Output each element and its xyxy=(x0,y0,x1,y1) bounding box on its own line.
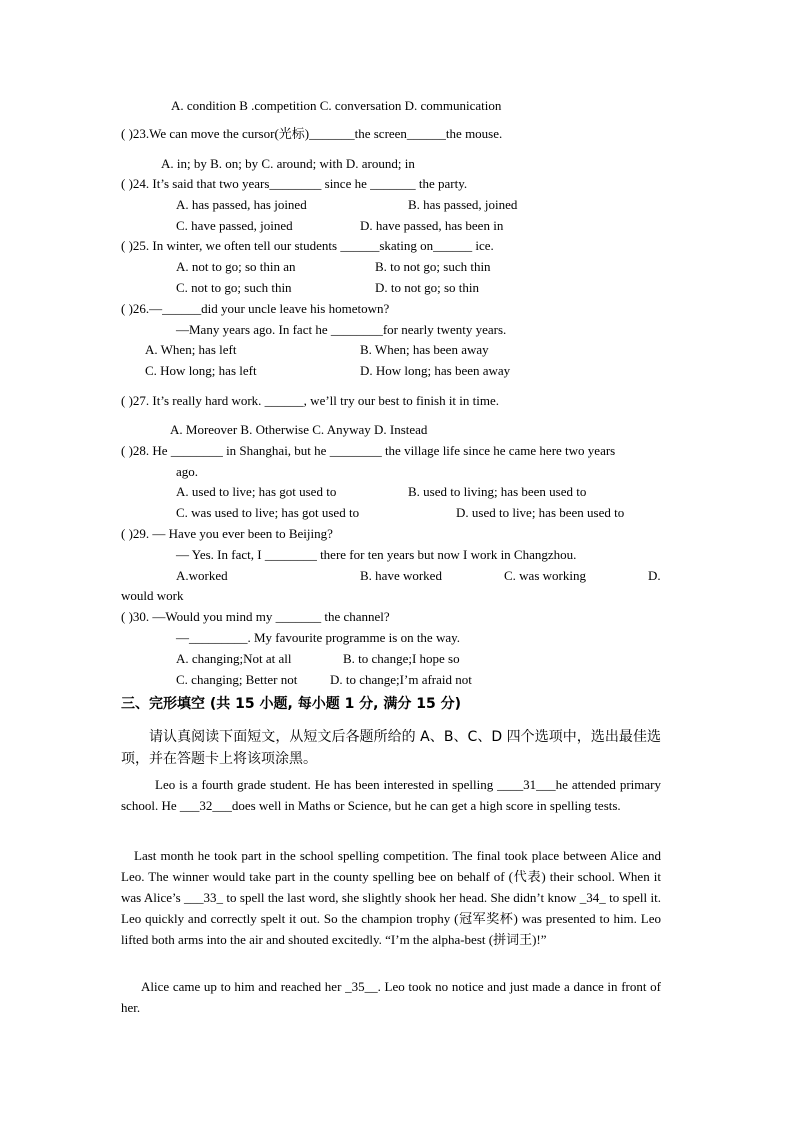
question-27-options: A. Moreover B. Otherwise C. Anyway D. Instead xyxy=(170,422,428,437)
question-24-option-d: D. have passed, has been in xyxy=(360,218,504,233)
question-26-reply: —Many years ago. In fact he ________for nearly twenty years. xyxy=(176,322,507,337)
cloze-paragraph-3: Alice came up to him and reached her _35__. Leo took no notice and just made a dance in front of her. xyxy=(121,979,661,1015)
question-28-option-b: B. used to living; has been used to xyxy=(408,484,587,499)
question-25-stem: ( )25. In winter, we often tell our students ______skating on______ ice. xyxy=(121,238,494,253)
question-30-stem: ( )30. —Would you mind my _______ the channel? xyxy=(121,609,390,624)
question-25-option-a: A. not to go; so thin an xyxy=(176,259,296,274)
section-3-instruction: 请认真阅读下面短文，从短文后各题所给的 A、B、C、D 四个选项中，选出最佳选项，并在答题卡上将该项涂黑。 xyxy=(121,729,661,767)
question-28-stem-cont: ago. xyxy=(176,464,199,479)
question-25-option-b: B. to not go; such thin xyxy=(375,259,491,274)
question-25-option-c: C. not to go; such thin xyxy=(176,280,292,295)
question-24-option-c: C. have passed, joined xyxy=(176,218,293,233)
question-24-option-a: A. has passed, has joined xyxy=(176,197,307,212)
question-29-option-d-prefix: D. xyxy=(648,568,661,583)
question-26-stem: ( )26.—______did your uncle leave his hometown? xyxy=(121,301,390,316)
question-28-option-c: C. was used to live; has got used to xyxy=(176,505,360,520)
cloze-paragraph-2: Last month he took part in the school spelling competition. The final took place between Alice and Leo. The winner would take part in the county spelling bee on behalf of (代表) their school. When it was Alice’s ___33_ to spell the last word, she slightly shook her head. She didn’t know _34_ to spell it. Leo quickly and correctly spelt it out. So the champion trophy (冠军奖杯) was presented to him. Leo lifted both arms into the air and shouted excitedly. “I’m the alpha-best (拼词王)!” xyxy=(121,848,661,947)
question-29-stem: ( )29. — Have you ever been to Beijing? xyxy=(121,526,333,541)
question-29-option-d-cont: would work xyxy=(121,588,184,603)
question-24-stem: ( )24. It’s said that two years________ since he _______ the party. xyxy=(121,176,468,191)
question-26-option-b: B. When; has been away xyxy=(360,342,489,357)
question-23-stem: ( )23.We can move the cursor(光标)_______the screen______the mouse. xyxy=(121,126,503,141)
question-29-reply: — Yes. In fact, I ________ there for ten years but now I work in Changzhou. xyxy=(176,547,577,562)
section-3-heading: 三、完形填空 (共 15 小题, 每小题 1 分, 满分 15 分) xyxy=(121,696,462,712)
question-28-stem: ( )28. He ________ in Shanghai, but he ________ the village life since he came here two years xyxy=(121,443,616,458)
question-28-option-a: A. used to live; has got used to xyxy=(176,484,337,499)
question-24-option-b: B. has passed, joined xyxy=(408,197,518,212)
question-30-reply: —_________. My favourite programme is on the way. xyxy=(176,630,461,645)
question-29-option-b: B. have worked xyxy=(360,568,442,583)
question-30-option-a: A. changing;Not at all xyxy=(176,651,292,666)
question-29-option-c: C. was working xyxy=(504,568,586,583)
question-26-option-d: D. How long; has been away xyxy=(360,363,511,378)
question-28-option-d: D. used to live; has been used to xyxy=(456,505,625,520)
question-30-option-d: D. to change;I’m afraid not xyxy=(330,672,472,687)
question-29-option-a: A.worked xyxy=(176,568,228,583)
question-26-option-c: C. How long; has left xyxy=(145,363,257,378)
question-26-option-a: A. When; has left xyxy=(145,342,237,357)
question-22-options: A. condition B .competition C. conversation D. communication xyxy=(171,98,502,113)
question-27-stem: ( )27. It’s really hard work. ______, we’ll try our best to finish it in time. xyxy=(121,393,500,408)
question-30-option-b: B. to change;I hope so xyxy=(343,651,460,666)
question-30-option-c: C. changing; Better not xyxy=(176,672,298,687)
question-23-options: A. in; by B. on; by C. around; with D. around; in xyxy=(161,156,415,171)
cloze-paragraph-1: Leo is a fourth grade student. He has been interested in spelling ____31___he attended primary school. He ___32___does well in Maths or Science, but he can get a high score in spelling tests. xyxy=(121,777,661,813)
question-25-option-d: D. to not go; so thin xyxy=(375,280,480,295)
